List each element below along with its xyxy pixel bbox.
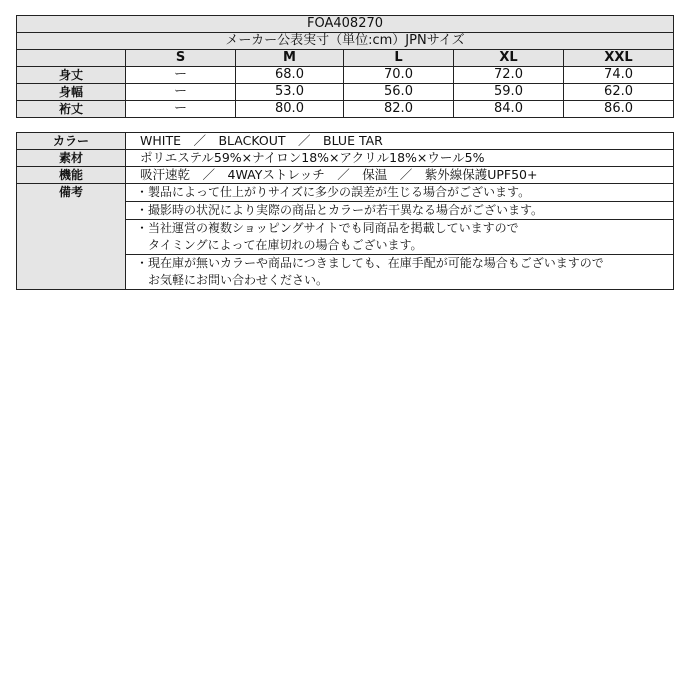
product-code: FOA408270: [17, 16, 674, 33]
table-cell: 62.0: [564, 84, 674, 101]
spec-label-material: 素材: [17, 150, 126, 167]
spec-row-function: [17, 167, 674, 184]
table-cell: 86.0: [564, 101, 674, 118]
table-row: [17, 67, 674, 84]
spec-label-function: 機能: [17, 167, 126, 184]
note-line: ・撮影時の状況により実際の商品とカラーが若干異なる場合がございます。: [136, 203, 544, 217]
spec-row-material: [17, 150, 674, 167]
note-item: [126, 255, 673, 289]
table-cell: ー: [126, 67, 236, 84]
notes-list: [126, 184, 674, 290]
header-corner-cell: [17, 50, 126, 67]
note-line: ・現在庫が無いカラーや商品につきましても、在庫手配が可能な場合もございますので: [136, 256, 604, 270]
table-cell: 82.0: [344, 101, 454, 118]
spec-value-color: WHITE ／ BLACKOUT ／ BLUE TAR: [126, 133, 674, 150]
spec-label-notes: 備考: [17, 184, 126, 290]
spec-label-color: カラー: [17, 133, 126, 150]
table-cell: 74.0: [564, 67, 674, 84]
size-header-s: S: [126, 50, 236, 67]
table-cell: 80.0: [236, 101, 344, 118]
size-header-xl: XL: [454, 50, 564, 67]
table-row: [17, 101, 674, 118]
note-line: タイミングによって在庫切れの場合もございます。: [136, 238, 423, 252]
note-item: [126, 202, 673, 220]
table-cell: 72.0: [454, 67, 564, 84]
spec-value-material: ポリエステル59%×ナイロン18%×アクリル18%×ウール5%: [126, 150, 674, 167]
spec-table: [16, 132, 674, 290]
row-label-body-length: 身丈: [17, 67, 126, 84]
size-chart-table: [16, 15, 674, 118]
size-header-row: [17, 50, 674, 67]
row-label-sleeve-length: 裄丈: [17, 101, 126, 118]
spec-value-function: 吸汗速乾 ／ 4WAYストレッチ ／ 保温 ／ 紫外線保護UPF50+: [126, 167, 674, 184]
note-line: ・当社運営の複数ショッピングサイトでも同商品を掲載していますので: [136, 221, 519, 235]
size-header-l: L: [344, 50, 454, 67]
table-cell: 59.0: [454, 84, 564, 101]
row-label-body-width: 身幅: [17, 84, 126, 101]
note-line: お気軽にお問い合わせください。: [136, 273, 329, 287]
table-row: [17, 84, 674, 101]
table-cell: 53.0: [236, 84, 344, 101]
table-cell: 68.0: [236, 67, 344, 84]
table-cell: ー: [126, 101, 236, 118]
table-cell: 84.0: [454, 101, 564, 118]
size-header-xxl: XXL: [564, 50, 674, 67]
note-item: [126, 220, 673, 255]
size-chart-subtitle: メーカー公表実寸（単位:cm）JPNサイズ: [17, 33, 674, 50]
table-cell: ー: [126, 84, 236, 101]
spec-row-notes: [17, 184, 674, 290]
size-header-m: M: [236, 50, 344, 67]
table-cell: 70.0: [344, 67, 454, 84]
spec-row-color: [17, 133, 674, 150]
table-cell: 56.0: [344, 84, 454, 101]
note-item: [126, 184, 673, 202]
note-line: ・製品によって仕上がりサイズに多少の誤差が生じる場合がございます。: [136, 185, 531, 199]
